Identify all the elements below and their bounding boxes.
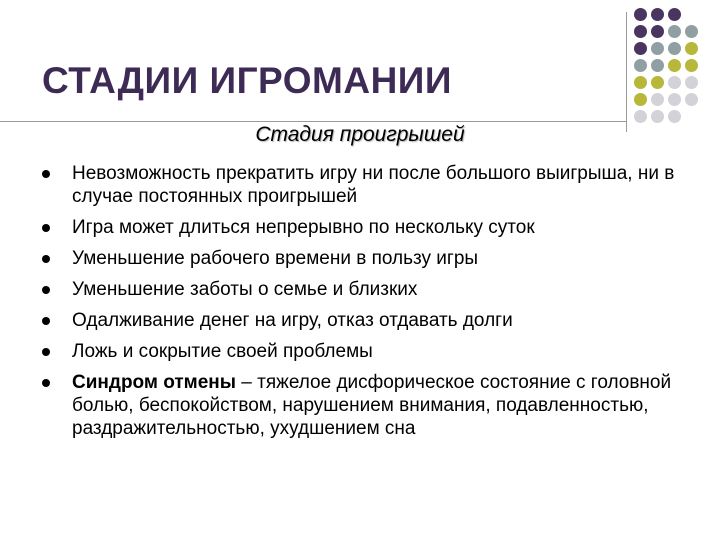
- bullet-dot-icon: [42, 348, 50, 356]
- decor-dot: [668, 59, 681, 72]
- decor-dot: [668, 93, 681, 106]
- decor-dot: [634, 8, 647, 21]
- decor-vertical-line: [626, 12, 627, 132]
- decor-dot: [651, 59, 664, 72]
- bullet-item: [42, 340, 682, 363]
- decor-dot: [668, 42, 681, 55]
- decor-dot: [651, 25, 664, 38]
- decor-dot: [685, 42, 698, 55]
- decor-dot: [685, 93, 698, 106]
- bullet-item: [42, 309, 682, 332]
- decor-dot: [634, 59, 647, 72]
- title-underline: [0, 121, 626, 122]
- decor-dot: [668, 76, 681, 89]
- decor-dot: [634, 25, 647, 38]
- decor-dot: [651, 110, 664, 123]
- bullet-text: Уменьшение рабочего времени в пользу игры: [72, 248, 479, 269]
- decor-dot: [668, 110, 681, 123]
- decor-dot: [685, 25, 698, 38]
- slide-title: СТАДИИ ИГРОМАНИИ: [42, 60, 452, 101]
- decor-dot: [685, 76, 698, 89]
- bullet-list: [42, 162, 682, 448]
- bullet-item: [42, 216, 682, 239]
- bullet-item: [42, 162, 682, 208]
- bullet-dot-icon: [42, 317, 50, 325]
- bullet-dot-icon: [42, 379, 50, 387]
- slide-subtitle: Стадия проигрышей: [255, 123, 465, 146]
- decor-dot: [651, 42, 664, 55]
- bullet-text: Игра может длиться непрерывно по нескольку суток: [72, 217, 535, 238]
- decor-dot: [634, 42, 647, 55]
- decor-dot: [668, 25, 681, 38]
- decor-dot: [651, 93, 664, 106]
- bullet-dot-icon: [42, 286, 50, 294]
- bullet-item: [42, 247, 682, 270]
- bullet-dot-icon: [42, 255, 50, 263]
- bullet-bold-term: Синдром отмены: [72, 372, 236, 393]
- decor-dot: [651, 8, 664, 21]
- decor-dot: [651, 76, 664, 89]
- decor-dot: [685, 59, 698, 72]
- decor-dot: [634, 76, 647, 89]
- bullet-item: [42, 278, 682, 301]
- decor-dot: [634, 93, 647, 106]
- decor-dot: [668, 8, 681, 21]
- bullet-text: Ложь и сокрытие своей проблемы: [72, 341, 373, 362]
- bullet-dot-icon: [42, 224, 50, 232]
- decor-dot-grid: [634, 8, 720, 128]
- bullet-text: Одалживание денег на игру, отказ отдавать долги: [72, 310, 513, 331]
- bullet-text: – тяжелое дисфорическое состояние с головной болью, беспокойством, нарушением внимания, подавленностью, раздражительностью, ухудшением сна: [72, 372, 672, 439]
- decor-dot: [634, 110, 647, 123]
- bullet-dot-icon: [42, 170, 50, 178]
- bullet-item-withdrawal: [42, 371, 682, 440]
- bullet-text: Уменьшение заботы о семье и близких: [72, 279, 418, 300]
- bullet-text: Невозможность прекратить игру ни после большого выигрыша, ни в случае постоянных проигрышей: [72, 163, 675, 207]
